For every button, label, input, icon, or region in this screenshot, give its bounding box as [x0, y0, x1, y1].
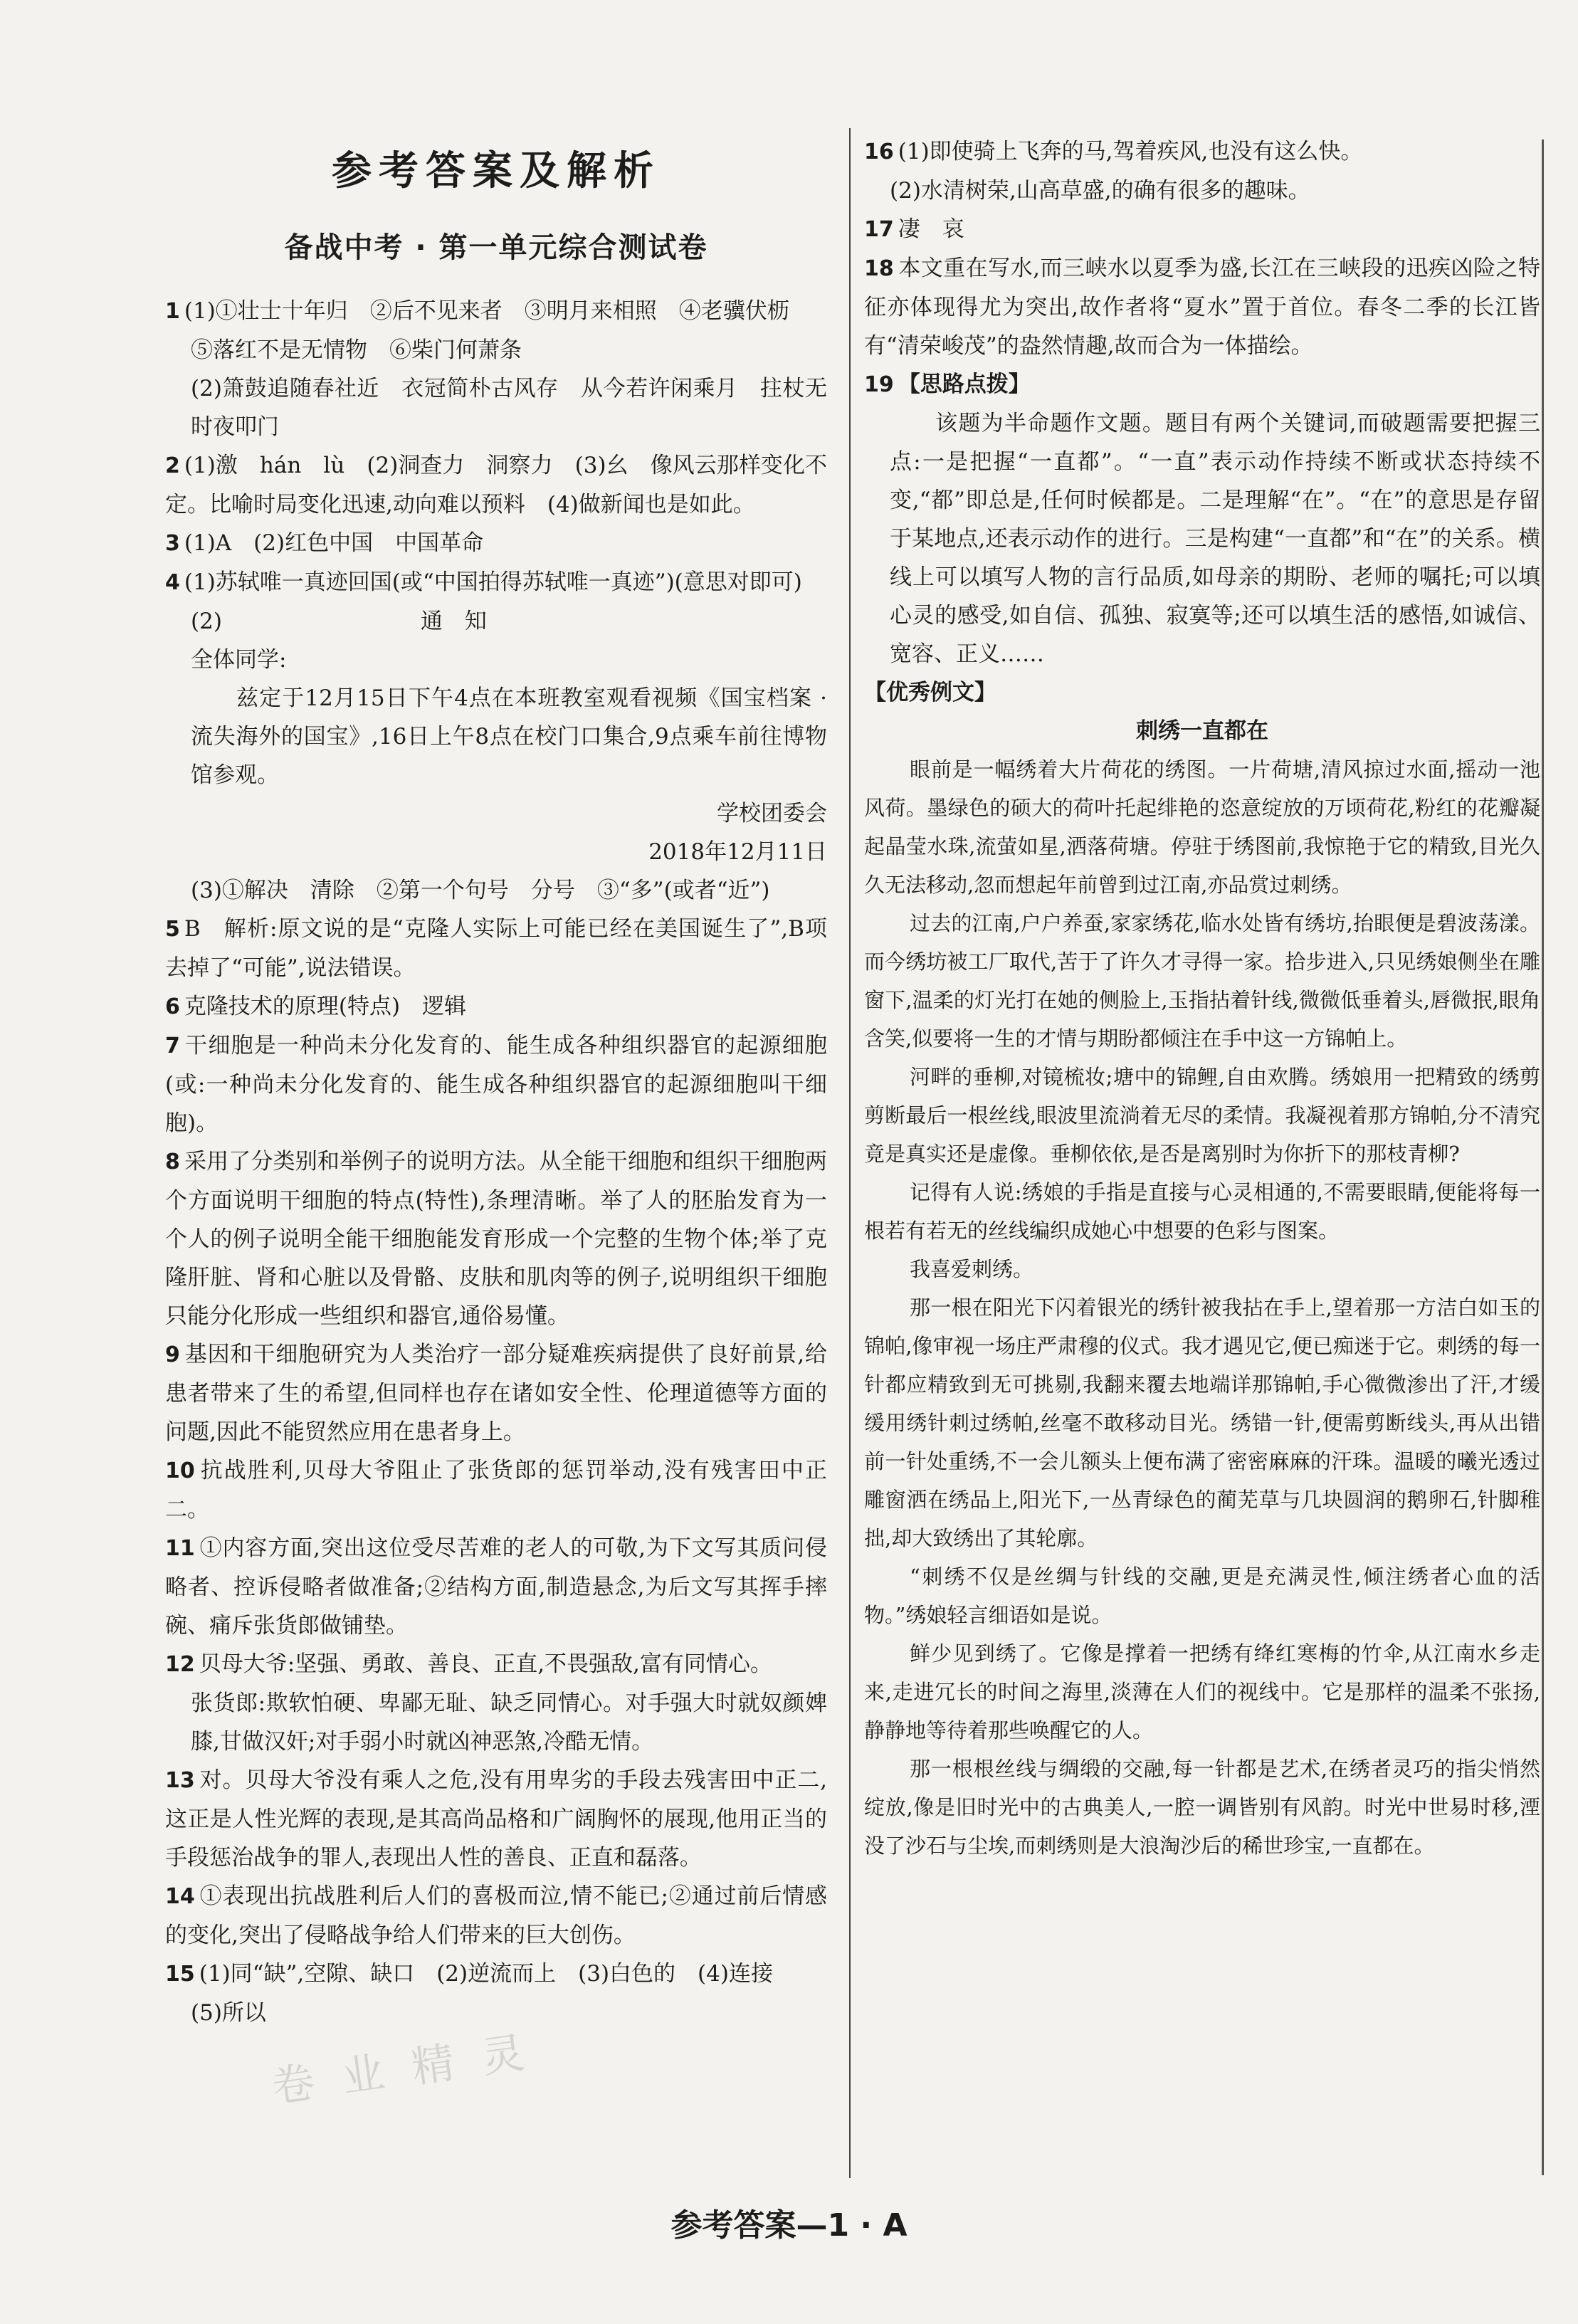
answer-text: (1)苏轼唯一真迹回国(或“中国拍得苏轼唯一真迹”)(意思对即可)	[184, 569, 802, 595]
right-edge-rule	[1542, 140, 1544, 2175]
question-number: 7	[165, 1034, 180, 1058]
question-number: 18	[864, 256, 894, 281]
answer-text: ①内容方面,突出这位受尽苦难的老人的可敬,为下文写其质问侵略者、控诉侵略者做准备;②结构方面,制造悬念,为后文写其挥手摔碗、痛斥张货郎做铺垫。	[165, 1535, 827, 1639]
question-number: 17	[864, 217, 894, 242]
answer-item-11	[165, 1529, 827, 1645]
question-number: 8	[165, 1150, 180, 1174]
answer-text: (3)①解决 清除 ②第一个句号 分号 ③“多”(或者“近”)	[191, 878, 770, 903]
answer-item-2	[165, 446, 827, 524]
answer-text: (1)①壮士十年归 ②后不见来者 ③明月来相照 ④老骥伏枥	[184, 298, 789, 324]
question-number: 16	[864, 140, 894, 164]
answer-text: 记得有人说:绣娘的手指是直接与心灵相通的,不需要眼睛,便能将每一根若有若无的丝线编织成她心中想要的色彩与图案。	[864, 1180, 1540, 1243]
answer-text: (1)激 hán lù (2)洞查力 洞察力 (3)幺 像风云那样变化不定。比喻时局变化迅速,动向难以预料 (4)做新闻也是如此。	[165, 453, 827, 517]
answer-text: 抗战胜利,贝母大爷阻止了张货郎的惩罚举动,没有残害田中正二。	[165, 1458, 827, 1523]
answer-line	[165, 641, 827, 679]
column-divider	[849, 128, 851, 2178]
answer-item-12	[165, 1645, 827, 1684]
answer-item-1	[165, 292, 827, 331]
answer-item-10	[165, 1451, 827, 1529]
answer-line	[165, 679, 827, 794]
right-column	[864, 132, 1540, 1865]
answer-text: 那一根根丝线与绸缎的交融,每一针都是艺术,在绣者灵巧的指尖悄然绽放,像是旧时光中的古典美人,一腔一调皆别有风韵。时光中世易时移,湮没了沙石与尘埃,而刺绣则是大浪淘沙后的稀世珍宝,一直都在。	[864, 1757, 1540, 1858]
answer-text: “刺绣不仅是丝绸与针线的交融,更是充满灵性,倾注绣者心血的活物。”绣娘轻言细语如是说。	[864, 1565, 1540, 1627]
answer-text: 河畔的垂柳,对镜梳妆;塘中的锦鲤,自由欢腾。绣娘用一把精致的绣剪剪断最后一根丝线,眼波里流淌着无尽的柔情。我凝视着那方锦帕,分不清究竟是真实还是虚像。垂柳依依,是否是离别时为你折下的那枝青柳?	[864, 1065, 1540, 1166]
answer-text: 鲜少见到绣了。它像是撑着一把绣有绛红寒梅的竹伞,从江南水乡走来,走进冗长的时间之海里,淡薄在人们的视线中。它是那样的温柔不张扬,静静地等待着那些唤醒它的人。	[864, 1641, 1540, 1742]
answer-line	[864, 1288, 1540, 1557]
answer-text: (2)箫鼓追随春社近 衣冠简朴古风存 从今若许闲乘月 拄杖无时夜叩门	[191, 376, 827, 440]
answer-text: (5)所以	[191, 2000, 266, 2026]
answer-line	[864, 673, 1540, 712]
question-number: 9	[165, 1342, 180, 1367]
answer-line	[864, 1058, 1540, 1173]
answer-line	[864, 172, 1540, 210]
answer-text: 采用了分类别和举例子的说明方法。从全能干细胞和组织干细胞两个方面说明干细胞的特点(特性),条理清晰。举了人的胚胎发育为一个人的例子说明全能干细胞能发育形成一个完整的生物个体;举了克隆肝脏、肾和心脏以及骨骼、皮肤和肌肉等的例子,说明组织干细胞只能分化形成一些组织和器官,通俗易懂。	[165, 1149, 827, 1329]
question-number: 13	[165, 1768, 195, 1793]
question-number: 11	[165, 1536, 195, 1561]
answer-item-14	[165, 1877, 827, 1955]
answer-text: 我喜爱刺绣。	[910, 1257, 1034, 1281]
answer-item-5	[165, 910, 827, 987]
question-number: 3	[165, 531, 180, 556]
answer-text: (1)A (2)红色中国 中国革命	[184, 530, 484, 556]
answer-item-8	[165, 1142, 827, 1335]
answer-text: 该题为半命题作文题。题目有两个关键词,而破题需要把握三点:一是把握“一直都”。“一直”表示动作持续不断或状态持续不变,“都”即总是,任何时候都是。二是理解“在”。“在”的意思是存留于某地点,还表示动作的进行。三是构建“一直都”和“在”的关系。横线上可以填写人物的言行品质,如母亲的期盼、老师的嘱托;可以填心灵的感受,如自信、孤独、寂寞等;还可以填生活的感悟,如诚信、宽容、正义……	[890, 411, 1540, 667]
answer-text: 学校团委会	[717, 801, 827, 826]
answer-line	[864, 404, 1540, 673]
question-number: 12	[165, 1652, 195, 1677]
answer-text: 刺绣一直都在	[1136, 718, 1268, 744]
answer-line	[864, 1173, 1540, 1250]
page-subtitle: 备战中考 · 第一单元综合测试卷	[284, 231, 708, 264]
answer-item-13	[165, 1761, 827, 1877]
answer-text: 基因和干细胞研究为人类治疗一部分疑难疾病提供了良好前景,给患者带来了生的希望,但同样也存在诸如安全性、伦理道德等方面的问题,因此不能贸然应用在患者身上。	[165, 1342, 827, 1445]
answer-text: 克隆技术的原理(特点) 逻辑	[184, 994, 467, 1019]
question-number: 4	[165, 570, 180, 595]
answer-line	[864, 1250, 1540, 1288]
answer-text: 凄 哀	[898, 216, 964, 242]
answer-item-7	[165, 1026, 827, 1142]
answer-line	[165, 602, 827, 641]
answer-line	[165, 794, 827, 833]
answer-item-3	[165, 524, 827, 563]
answer-line	[864, 1557, 1540, 1634]
answer-text: ⑤落红不是无情物 ⑥柴门何萧条	[191, 337, 522, 363]
answer-text: 本文重在写水,而三峡水以夏季为盛,长江在三峡段的迅疾凶险之特征亦体现得尤为突出,故作者将“夏水”置于首位。春冬二季的长江皆有“清荣峻茂”的盎然情趣,故而合为一体描绘。	[864, 256, 1540, 359]
answer-text: 眼前是一幅绣着大片荷花的绣图。一片荷塘,清风掠过水面,摇动一池风荷。墨绿色的硕大的荷叶托起绯艳的恣意绽放的万顷荷花,粉红的花瓣凝起晶莹水珠,流萤如星,洒落荷塘。停驻于绣图前,我惊艳于它的精致,目光久久无法移动,忽而想起年前曾到过江南,亦品赏过刺绣。	[864, 757, 1540, 897]
answer-text: 张货郎:欺软怕硬、卑鄙无耻、缺乏同情心。对手强大时就奴颜婢膝,甘做汉奸;对手弱小时就凶神恶煞,冷酷无情。	[191, 1691, 827, 1755]
answer-text: 贝母大爷:坚强、勇敢、善良、正直,不畏强敌,富有同情心。	[199, 1651, 772, 1677]
left-column	[165, 292, 827, 2032]
question-number: 15	[165, 1962, 195, 1987]
answer-text: ①表现出抗战胜利后人们的喜极而泣,情不能已;②通过前后情感的变化,突出了侵略战争给人们带来的巨大创伤。	[165, 1883, 827, 1948]
question-number: 19	[864, 372, 894, 397]
answer-line	[165, 331, 827, 369]
answer-line	[165, 369, 827, 446]
answer-line	[864, 750, 1540, 904]
answer-item-15	[165, 1955, 827, 1994]
question-number: 2	[165, 453, 180, 478]
answer-text: 过去的江南,户户养蚕,家家绣花,临水处皆有绣坊,抬眼便是碧波荡漾。而今绣坊被工厂取代,苦于了许久才寻得一家。拾步进入,只见绣娘侧坐在雕窗下,温柔的灯光打在她的侧脸上,玉指拈着针线,微微低垂着头,唇微抿,眼角含笑,似要将一生的才情与期盼都倾注在手中这一方锦帕上。	[864, 911, 1540, 1051]
answer-item-4	[165, 563, 827, 602]
answer-text: (2) 通 知	[191, 609, 487, 634]
answer-text: 对。贝母大爷没有乘人之危,没有用卑劣的手段去残害田中正二,这正是人性光辉的表现,是其高尚品格和广阔胸怀的展现,他用正当的手段惩治战争的罪人,表现出人性的善良、正直和磊落。	[165, 1767, 827, 1871]
answer-text: 那一根在阳光下闪着银光的绣针被我拈在手上,望着那一方洁白如玉的锦帕,像审视一场庄严肃穆的仪式。我才遇见它,便已痴迷于它。刺绣的每一针都应精致到无可挑剔,我翻来覆去地端详那锦帕,手心微微渗出了汗,才缓缓用绣针刺过绣帕,丝毫不敢移动目光。绣错一针,便需剪断线头,再从出错前一针处重绣,不一会儿额头上便布满了密密麻麻的汗珠。温暖的曦光透过雕窗洒在绣品上,阳光下,一丛青绿色的蔺芜草与几块圆润的鹅卵石,针脚稚拙,却大致绣出了其轮廓。	[864, 1295, 1540, 1550]
answer-text: B 解析:原文说的是“克隆人实际上可能已经在美国诞生了”,B项去掉了“可能”,说法错误。	[165, 916, 827, 981]
answer-text: 2018年12月11日	[648, 839, 827, 865]
answer-text: 【思路点拨】	[898, 372, 1031, 397]
answer-line	[864, 1634, 1540, 1750]
answer-item-18	[864, 249, 1540, 365]
page-footer: 参考答案—1 · A	[670, 2207, 908, 2244]
page-title: 参考答案及解析	[332, 148, 661, 194]
question-number: 10	[165, 1458, 195, 1483]
answer-item-6	[165, 987, 827, 1026]
answer-text: (1)即使骑上飞奔的马,驾着疾风,也没有这么快。	[898, 139, 1363, 164]
answer-text: 兹定于12月15日下午4点在本班教室观看视频《国宝档案 · 流失海外的国宝》,16日上午8点在校门口集合,9点乘车前往博物馆参观。	[191, 685, 827, 788]
answer-item-16	[864, 132, 1540, 172]
answer-text: 全体同学:	[191, 647, 287, 673]
answer-item-19	[864, 365, 1540, 404]
answer-text: (1)同“缺”,空隙、缺口 (2)逆流而上 (3)白色的 (4)连接	[199, 1961, 773, 1987]
answer-line	[864, 1750, 1540, 1865]
question-number: 14	[165, 1884, 195, 1909]
question-number: 1	[165, 299, 180, 324]
question-number: 6	[165, 994, 180, 1019]
answer-item-9	[165, 1335, 827, 1451]
answer-line	[165, 1684, 827, 1761]
answer-line	[864, 904, 1540, 1058]
question-number: 5	[165, 917, 180, 942]
answer-line	[165, 833, 827, 871]
answer-text: (2)水清树荣,山高草盛,的确有很多的趣味。	[890, 178, 1310, 204]
watermark: 卷 业 精 灵	[268, 2026, 535, 2113]
answer-text: 干细胞是一种尚未分化发育的、能生成各种组织器官的起源细胞(或:一种尚未分化发育的、能生成各种组织器官的起源细胞叫干细胞)。	[165, 1033, 827, 1136]
answer-text: 【优秀例文】	[864, 680, 996, 705]
answer-item-17	[864, 210, 1540, 249]
answer-line	[864, 712, 1540, 750]
answer-line	[165, 871, 827, 910]
